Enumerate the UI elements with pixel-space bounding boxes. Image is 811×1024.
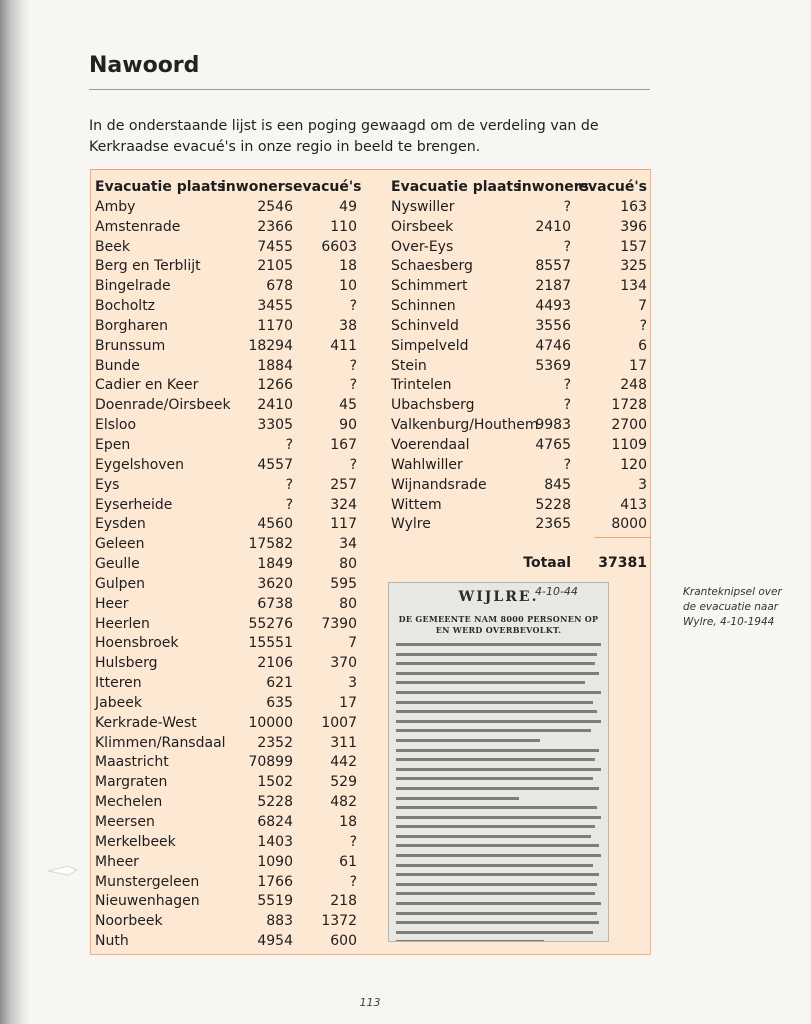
cell-place: Nieuwenhagen	[95, 893, 200, 910]
cell-place: Munstergeleen	[95, 873, 200, 890]
table-row	[95, 793, 357, 813]
cell-inwoners: 621	[266, 675, 293, 692]
cell-place: Hulsberg	[95, 655, 158, 672]
table-row	[391, 218, 647, 238]
cell-evacues: 442	[330, 754, 357, 771]
cell-evacues: 324	[330, 496, 357, 513]
clipping-text-line	[396, 940, 544, 942]
cell-place: Mheer	[95, 853, 139, 870]
cell-place: Stein	[391, 357, 427, 374]
cell-place: Beek	[95, 238, 130, 255]
table-row	[95, 813, 357, 833]
cell-place: Eyserheide	[95, 496, 173, 513]
table-row	[95, 575, 357, 595]
cell-place: Gulpen	[95, 575, 145, 592]
table-row	[391, 396, 647, 416]
table-row	[95, 396, 357, 416]
clipping-text-line	[396, 691, 601, 694]
book-spine-shadow	[0, 0, 30, 1024]
clipping-text-line	[396, 758, 595, 761]
cell-inwoners: 2105	[257, 258, 293, 275]
cell-place: Simpelveld	[391, 337, 469, 354]
cell-place: Schinnen	[391, 298, 456, 315]
cell-place: Klimmen/Ransdaal	[95, 734, 226, 751]
table-row	[391, 456, 647, 476]
cell-evacues: 17	[339, 694, 357, 711]
cell-inwoners: 845	[544, 476, 571, 493]
cell-evacues: 595	[330, 575, 357, 592]
table-row	[95, 238, 357, 258]
table-row	[95, 317, 357, 337]
table-row	[95, 853, 357, 873]
page-number: 113	[359, 996, 381, 1009]
cell-inwoners: 3556	[535, 317, 571, 334]
cell-inwoners: 3455	[257, 298, 293, 315]
cell-evacues: 1372	[321, 913, 357, 930]
cell-inwoners: 6824	[257, 814, 293, 830]
cell-evacues: ?	[639, 317, 647, 334]
cell-place: Bunde	[95, 357, 140, 374]
table-row	[391, 357, 647, 377]
cell-evacues: 600	[330, 933, 357, 950]
cell-inwoners: 5228	[535, 496, 571, 513]
table-row	[95, 714, 357, 734]
cell-place: Amby	[95, 198, 136, 215]
table-row	[95, 595, 357, 615]
clipping-text-line	[396, 701, 593, 704]
header-inwoners: inwoners	[517, 179, 590, 195]
table-row	[95, 357, 357, 377]
table-row	[95, 436, 357, 456]
cell-inwoners: 2106	[257, 655, 293, 672]
cell-inwoners: 2410	[257, 397, 293, 414]
table-row	[391, 376, 647, 396]
intro-paragraph: In de onderstaande lijst is een poging gewaagd om de verdeling van de Kerkraadse evacué's in onze regio in beeld te brengen.	[89, 118, 599, 155]
cell-place: Cadier en Keer	[95, 377, 199, 394]
table-row	[95, 277, 357, 297]
cell-place: Itteren	[95, 675, 142, 692]
cell-evacues: 413	[620, 496, 647, 513]
cell-inwoners: 2365	[535, 516, 571, 533]
cell-evacues: 8000	[611, 516, 647, 533]
cell-inwoners: ?	[563, 397, 571, 414]
cell-evacues: 218	[330, 893, 357, 910]
clipping-text-line	[396, 921, 599, 924]
cell-place: Margraten	[95, 774, 168, 791]
panel-top-border	[90, 169, 651, 170]
title-rule	[89, 89, 650, 90]
cell-evacues: 90	[339, 417, 357, 434]
table-row	[95, 694, 357, 714]
table-row	[95, 257, 357, 277]
cell-evacues: 1109	[611, 436, 647, 453]
table-row	[95, 734, 357, 754]
cell-evacues: 3	[638, 476, 647, 493]
cell-evacues: 1728	[611, 397, 647, 414]
cell-inwoners: 2546	[257, 198, 293, 215]
cell-inwoners: 1170	[257, 317, 293, 334]
cell-evacues: 80	[339, 556, 357, 573]
cell-inwoners: 3305	[257, 417, 293, 434]
total-value: 37381	[598, 555, 647, 571]
cell-inwoners: ?	[563, 377, 571, 394]
header-evacues: evacué's	[293, 179, 362, 195]
cell-inwoners: 4765	[535, 436, 571, 453]
cell-evacues: 163	[620, 198, 647, 215]
clipping-text-line	[396, 720, 601, 723]
clipping-text-line	[396, 729, 591, 732]
cell-place: Kerkrade-West	[95, 714, 197, 731]
cell-inwoners: 15551	[248, 635, 293, 652]
cell-evacues: 396	[620, 218, 647, 235]
cell-place: Trintelen	[391, 377, 452, 394]
table-row	[391, 198, 647, 218]
cell-evacues: 18	[339, 814, 357, 830]
table-row	[95, 535, 357, 555]
cell-place: Maastricht	[95, 754, 169, 771]
cell-inwoners: 9983	[535, 417, 571, 434]
cell-place: Ubachsberg	[391, 397, 475, 414]
clipping-handwritten-date: 4-10-44	[535, 585, 578, 598]
page-title: Nawoord	[89, 53, 200, 78]
cell-evacues: 6603	[321, 238, 357, 255]
cell-place: Jabeek	[95, 694, 142, 711]
cell-place: Meersen	[95, 814, 155, 830]
cell-place: Brunssum	[95, 337, 166, 354]
cell-place: Hoensbroek	[95, 635, 179, 652]
table-column-right	[391, 178, 647, 535]
cell-evacues: 7	[638, 298, 647, 315]
cell-evacues: 34	[339, 536, 357, 553]
cell-evacues: 134	[620, 278, 647, 295]
table-row	[391, 277, 647, 297]
table-row	[391, 257, 647, 277]
sum-rule	[594, 537, 651, 538]
table-row	[391, 496, 647, 516]
cell-evacues: ?	[349, 456, 357, 473]
cell-evacues: 248	[620, 377, 647, 394]
table-row	[391, 515, 647, 535]
cell-inwoners: ?	[285, 496, 293, 513]
table-body-right	[391, 198, 647, 535]
clipping-text-line	[396, 873, 599, 876]
newspaper-clipping	[388, 582, 609, 942]
cell-inwoners: 883	[266, 913, 293, 930]
table-row	[95, 912, 357, 932]
table-header-row	[391, 178, 647, 198]
clipping-text-line	[396, 912, 597, 915]
cell-inwoners: 4746	[535, 337, 571, 354]
table-row	[95, 674, 357, 694]
clipping-text-line	[396, 749, 599, 752]
cell-evacues: 45	[339, 397, 357, 414]
table-row	[391, 436, 647, 456]
cell-place: Amstenrade	[95, 218, 181, 235]
cell-inwoners: 5369	[535, 357, 571, 374]
cell-inwoners: 4557	[257, 456, 293, 473]
cell-evacues: ?	[349, 357, 357, 374]
table-header-row	[95, 178, 362, 198]
cell-place: Elsloo	[95, 417, 137, 434]
cell-place: Over-Eys	[391, 238, 454, 255]
cell-inwoners: 2366	[257, 218, 293, 235]
clipping-text-line	[396, 902, 601, 905]
cell-inwoners: 1403	[257, 833, 293, 850]
clipping-text-line	[396, 672, 599, 675]
clipping-subheadline: DE GEMEENTE NAM 8000 PERSONEN OP EN WERD OVERBEVOLKT.	[398, 614, 599, 635]
cell-place: Noorbeek	[95, 913, 163, 930]
table-row	[95, 892, 357, 912]
table-row	[95, 634, 357, 654]
table-row	[391, 317, 647, 337]
table-row	[95, 833, 357, 853]
table-row	[95, 337, 357, 357]
clipping-text-line	[396, 710, 597, 713]
table-row	[95, 416, 357, 436]
cell-place: Wahlwiller	[391, 456, 463, 473]
cell-inwoners: 18294	[248, 337, 293, 354]
cell-evacues: 18	[339, 258, 357, 275]
cell-evacues: 7	[348, 635, 357, 652]
cell-inwoners: ?	[563, 198, 571, 215]
cell-place: Voerendaal	[391, 436, 470, 453]
cell-place: Doenrade/Oirsbeek	[95, 397, 231, 414]
cell-evacues: 411	[330, 337, 357, 354]
cell-place: Geleen	[95, 536, 145, 553]
cell-evacues: 1007	[321, 714, 357, 731]
cell-evacues: 257	[330, 476, 357, 493]
cell-place: Eygelshoven	[95, 456, 185, 473]
table-row	[95, 515, 357, 535]
table-row	[391, 416, 647, 436]
table-row	[95, 198, 357, 218]
cell-inwoners: 10000	[248, 714, 293, 731]
cell-place: Bingelrade	[95, 278, 171, 295]
cell-inwoners: 4560	[257, 516, 293, 533]
cell-place: Heer	[95, 595, 129, 612]
table-row	[391, 476, 647, 496]
cell-inwoners: 3620	[257, 575, 293, 592]
table-row	[95, 376, 357, 396]
cell-evacues: 482	[330, 794, 357, 811]
cell-evacues: 110	[330, 218, 357, 235]
cell-evacues: ?	[349, 298, 357, 315]
cell-place: Nuth	[95, 933, 129, 950]
cell-place: Wittem	[391, 496, 442, 513]
cell-place: Schaesberg	[391, 258, 473, 275]
cell-evacues: 6	[638, 337, 647, 354]
table-body-left	[95, 198, 357, 952]
cell-evacues: 2700	[611, 417, 647, 434]
table-row	[95, 297, 357, 317]
cell-place: Eys	[95, 476, 120, 493]
clipping-text-line	[396, 883, 597, 886]
cell-inwoners: 635	[266, 694, 293, 711]
table-row	[95, 753, 357, 773]
table-row	[391, 337, 647, 357]
table-row	[95, 873, 357, 893]
clipping-text-line	[396, 844, 599, 847]
clipping-text-line	[396, 643, 601, 646]
cell-evacues: 529	[330, 774, 357, 791]
clipping-text-line	[396, 787, 599, 790]
cell-inwoners: 1766	[257, 873, 293, 890]
table-row	[95, 654, 357, 674]
cell-evacues: 38	[339, 317, 357, 334]
table-row	[95, 218, 357, 238]
cell-inwoners: 8557	[535, 258, 571, 275]
header-place: Evacuatie plaats	[391, 179, 522, 195]
cell-evacues: 120	[620, 456, 647, 473]
cell-inwoners: 17582	[248, 536, 293, 553]
cell-inwoners: ?	[563, 456, 571, 473]
cell-evacues: ?	[349, 873, 357, 890]
clipping-text-line	[396, 681, 585, 684]
cell-place: Borgharen	[95, 317, 168, 334]
table-row	[95, 496, 357, 516]
clipping-text-line	[396, 768, 601, 771]
clipping-caption: Kranteknipsel over de evacuatie naar Wylre, 4-10-1944	[683, 586, 782, 628]
header-inwoners: inwoners	[221, 179, 294, 195]
table-column-left	[95, 178, 362, 952]
cell-inwoners: ?	[563, 238, 571, 255]
cell-place: Valkenburg/Houthem	[391, 417, 539, 434]
cell-evacues: 49	[339, 198, 357, 215]
cell-inwoners: 5519	[257, 893, 293, 910]
clipping-text-line	[396, 854, 601, 857]
cell-evacues: 7390	[321, 615, 357, 632]
clipping-text-line	[396, 739, 540, 742]
clipping-text-line	[396, 662, 595, 665]
clipping-text-line	[396, 653, 597, 656]
header-evacues: evacué's	[578, 179, 647, 195]
cell-place: Mechelen	[95, 794, 163, 811]
cell-inwoners: 678	[266, 278, 293, 295]
cell-inwoners: 1502	[257, 774, 293, 791]
cell-evacues: 117	[330, 516, 357, 533]
paper-tab-mark-icon	[48, 864, 78, 876]
cell-place: Bocholtz	[95, 298, 156, 315]
cell-inwoners: ?	[285, 436, 293, 453]
table-row	[95, 773, 357, 793]
cell-evacues: 80	[339, 595, 357, 612]
cell-place: Wijnandsrade	[391, 476, 487, 493]
clipping-text-line	[396, 835, 591, 838]
cell-evacues: 370	[330, 655, 357, 672]
header-place: Evacuatie plaats	[95, 179, 226, 195]
clipping-text-line	[396, 816, 601, 819]
cell-inwoners: 1090	[257, 853, 293, 870]
cell-inwoners: 6738	[257, 595, 293, 612]
cell-place: Eysden	[95, 516, 146, 533]
clipping-body-text	[396, 643, 601, 942]
cell-inwoners: 1849	[257, 556, 293, 573]
cell-evacues: ?	[349, 833, 357, 850]
cell-evacues: 311	[330, 734, 357, 751]
cell-evacues: 10	[339, 278, 357, 295]
clipping-text-line	[396, 892, 595, 895]
table-row	[95, 555, 357, 575]
table-row	[391, 297, 647, 317]
cell-inwoners: 5228	[257, 794, 293, 811]
cell-evacues: 325	[620, 258, 647, 275]
cell-evacues: 167	[330, 436, 357, 453]
clipping-text-line	[396, 797, 519, 800]
cell-place: Schinveld	[391, 317, 459, 334]
cell-inwoners: 70899	[248, 754, 293, 771]
cell-place: Schimmert	[391, 278, 468, 295]
cell-inwoners: 7455	[257, 238, 293, 255]
table-row	[391, 238, 647, 258]
cell-evacues: 17	[629, 357, 647, 374]
cell-evacues: 61	[339, 853, 357, 870]
clipping-text-line	[396, 931, 593, 934]
cell-evacues: ?	[349, 377, 357, 394]
cell-place: Berg en Terblijt	[95, 258, 201, 275]
table-row	[95, 476, 357, 496]
cell-place: Oirsbeek	[391, 218, 454, 235]
cell-evacues: 3	[348, 675, 357, 692]
total-row	[391, 555, 647, 571]
cell-evacues: 157	[620, 238, 647, 255]
clipping-text-line	[396, 777, 593, 780]
cell-place: Merkelbeek	[95, 833, 176, 850]
cell-inwoners: 2187	[535, 278, 571, 295]
cell-place: Geulle	[95, 556, 140, 573]
cell-inwoners: 4954	[257, 933, 293, 950]
table-row	[95, 456, 357, 476]
cell-inwoners: 4493	[535, 298, 571, 315]
table-row	[95, 932, 357, 952]
clipping-headline: WIJLRE.	[458, 589, 539, 605]
clipping-text-line	[396, 864, 593, 867]
cell-inwoners: ?	[285, 476, 293, 493]
table-row	[95, 615, 357, 635]
cell-inwoners: 1266	[257, 377, 293, 394]
clipping-text-line	[396, 825, 595, 828]
total-label: Totaal	[523, 555, 571, 571]
cell-place: Epen	[95, 436, 131, 453]
cell-place: Wylre	[391, 516, 431, 533]
cell-inwoners: 2352	[257, 734, 293, 751]
clipping-text-line	[396, 806, 597, 809]
cell-inwoners: 55276	[248, 615, 293, 632]
cell-place: Heerlen	[95, 615, 150, 632]
cell-place: Nyswiller	[391, 198, 455, 215]
cell-inwoners: 2410	[535, 218, 571, 235]
cell-inwoners: 1884	[257, 357, 293, 374]
